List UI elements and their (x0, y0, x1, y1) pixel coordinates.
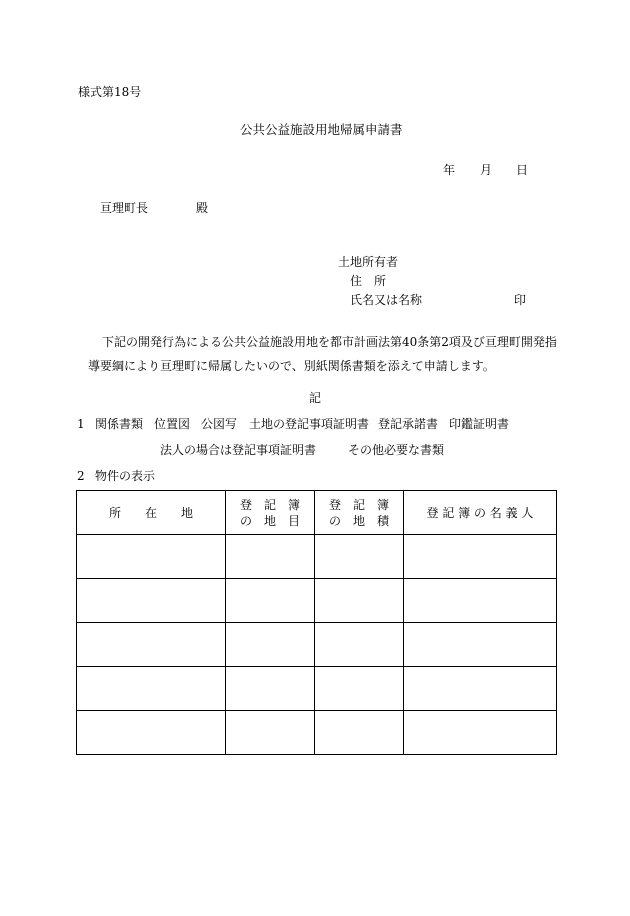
header-land-area: 登 記 簿 の 地 積 (315, 491, 404, 535)
cell-registered-owner[interactable] (404, 623, 557, 667)
doc-corporate-registry: 法人の場合は登記事項証明書 (160, 443, 317, 457)
application-body (88, 330, 558, 378)
cell-location[interactable] (77, 667, 226, 711)
cell-land-area[interactable] (315, 711, 404, 755)
cell-land-category[interactable] (226, 711, 315, 755)
cell-location[interactable] (77, 623, 226, 667)
applicant-name-label: 氏名又は名称 (350, 293, 423, 307)
doc-location-map: 位置図 (154, 417, 191, 431)
doc-other: その他必要な書類 (348, 443, 445, 457)
property-table-header (77, 491, 557, 535)
table-row (77, 579, 557, 623)
cell-land-area[interactable] (315, 623, 404, 667)
cell-location[interactable] (77, 579, 226, 623)
table-row (77, 623, 557, 667)
form-number: 様式第18号 (78, 85, 142, 99)
header-land-category: 登 記 簿 の 地 目 (226, 491, 315, 535)
cell-registered-owner[interactable] (404, 711, 557, 755)
table-row (77, 711, 557, 755)
cell-land-category[interactable] (226, 579, 315, 623)
item2-label: 物件の表示 (95, 469, 156, 483)
seal-mark: 印 (514, 293, 527, 307)
cell-location[interactable] (77, 711, 226, 755)
property-table (76, 490, 557, 755)
applicant-heading: 土地所有者 (338, 255, 399, 269)
item2-number: 2 (77, 469, 85, 483)
cell-registered-owner[interactable] (404, 667, 557, 711)
cell-land-area[interactable] (315, 667, 404, 711)
doc-land-registry: 土地の登記事項証明書 (249, 417, 370, 431)
date-day: 日 (516, 163, 529, 177)
addressee-honorific: 殿 (196, 201, 209, 215)
cell-land-area[interactable] (315, 535, 404, 579)
cell-registered-owner[interactable] (404, 535, 557, 579)
doc-registration-consent: 登記承諾書 (378, 417, 439, 431)
item1-number: 1 (77, 417, 85, 431)
cell-land-area[interactable] (315, 579, 404, 623)
header-location: 所 在 地 (77, 491, 226, 535)
table-row (77, 535, 557, 579)
ki-heading: 記 (309, 391, 322, 405)
applicant-address-label: 住 所 (350, 274, 387, 288)
document-title: 公共公益施設用地帰属申請書 (240, 122, 403, 137)
table-row (77, 667, 557, 711)
cell-land-category[interactable] (226, 667, 315, 711)
header-registered-owner: 登 記 簿 の 名 義 人 (404, 491, 557, 535)
doc-cadastral-map: 公図写 (201, 417, 238, 431)
date-month: 月 (480, 163, 493, 177)
item1-label: 関係書類 (95, 417, 144, 431)
cell-land-category[interactable] (226, 535, 315, 579)
body-line-2: 導要綱により亘理町に帰属したいので、別紙関係書類を添えて申請します。 (88, 359, 495, 373)
doc-seal-certificate: 印鑑証明書 (449, 417, 510, 431)
addressee-name: 亘理町長 (100, 201, 149, 215)
date-year: 年 (443, 163, 456, 177)
cell-land-category[interactable] (226, 623, 315, 667)
cell-registered-owner[interactable] (404, 579, 557, 623)
body-line-1: 下記の開発行為による公共公益施設用地を都市計画法第40条第2項及び亘理町開発指 (102, 335, 557, 349)
cell-location[interactable] (77, 535, 226, 579)
